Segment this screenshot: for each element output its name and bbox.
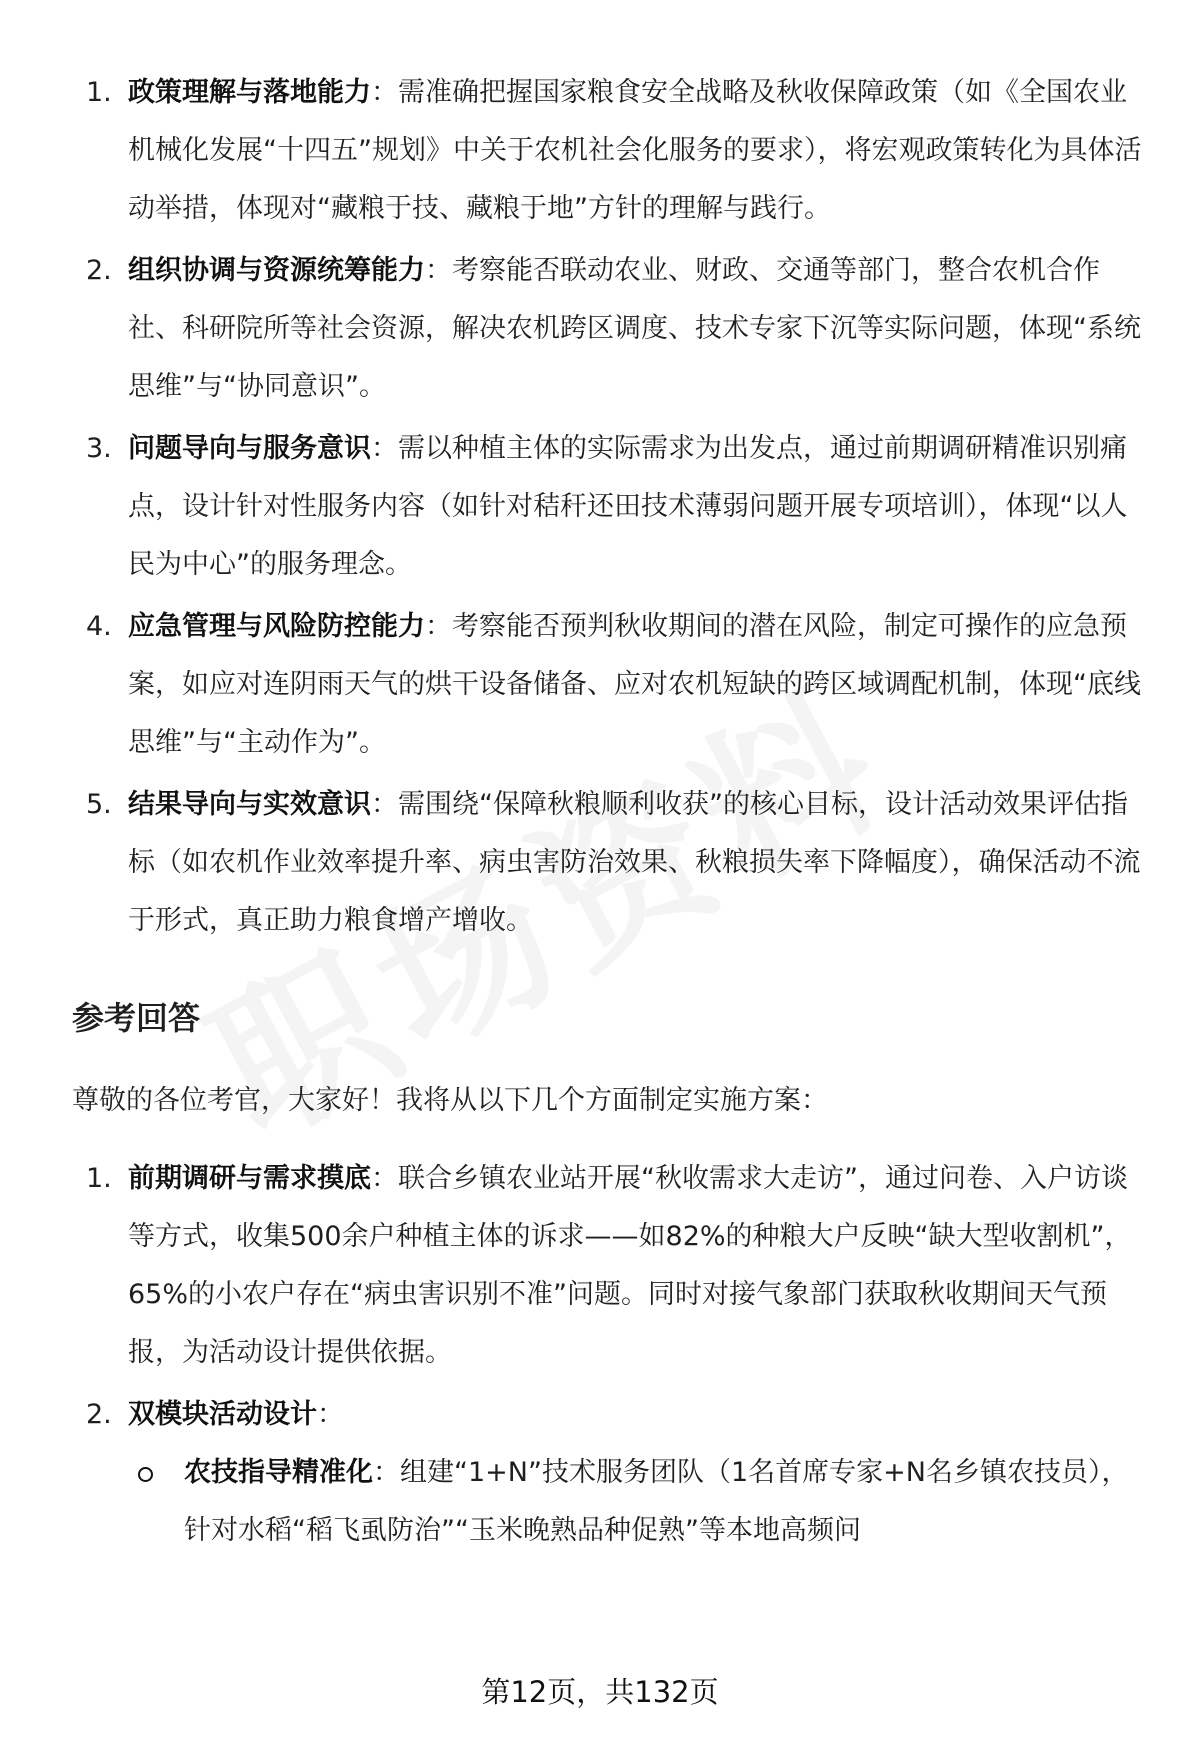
item-separator: ： <box>371 1163 398 1194</box>
item-separator: ： <box>425 255 452 286</box>
item-title: 政策理解与落地能力 <box>128 77 371 108</box>
item-separator: ： <box>371 77 398 108</box>
list-item <box>72 64 1147 238</box>
item-title: 结果导向与实效意识 <box>128 789 371 820</box>
item-title: 双模块活动设计 <box>128 1399 317 1430</box>
item-number: 1. <box>86 1163 112 1194</box>
list-item <box>72 242 1147 416</box>
item-text: 考察能否预判秋收期间的潜在风险，制定可操作的应急预案，如应对连阴雨天气的烘干设备储备、应对农机短缺的跨区域调配机制，体现“底线思维”与“主动作为”。 <box>128 611 1141 758</box>
item-title: 应急管理与风险防控能力 <box>128 611 425 642</box>
list-item <box>72 598 1147 772</box>
sub-list-item <box>128 1444 1147 1560</box>
item-number: 2. <box>86 1399 112 1430</box>
item-separator: ： <box>371 433 398 464</box>
list-item <box>72 776 1147 950</box>
item-number: 1. <box>86 77 112 108</box>
sub-item-text: 组建“1+N”技术服务团队（1名首席专家+N名乡镇农技员），针对水稻“稻飞虱防治”“玉米晚熟品种促熟”等本地高频问 <box>184 1457 1129 1546</box>
sub-list <box>128 1444 1147 1560</box>
item-title: 前期调研与需求摸底 <box>128 1163 371 1194</box>
sub-item-title: 农技指导精准化 <box>184 1457 373 1488</box>
list-item <box>72 1386 1147 1560</box>
item-title: 问题导向与服务意识 <box>128 433 371 464</box>
item-number: 2. <box>86 255 112 286</box>
criteria-list <box>72 64 1147 950</box>
item-number: 4. <box>86 611 112 642</box>
intro-paragraph: 尊敬的各位考官，大家好！我将从以下几个方面制定实施方案： <box>72 1085 828 1116</box>
section-title: 参考回答 <box>72 999 201 1037</box>
bullet-circle-icon <box>138 1467 153 1482</box>
item-number: 5. <box>86 789 112 820</box>
document-body <box>72 64 1147 1564</box>
item-separator: ： <box>371 789 398 820</box>
item-separator: ： <box>425 611 452 642</box>
item-text: 需以种植主体的实际需求为出发点，通过前期调研精准识别痛点，设计针对性服务内容（如针对秸秆还田技术薄弱问题开展专项培训），体现“以人民为中心”的服务理念。 <box>128 433 1128 580</box>
item-separator: ： <box>317 1399 344 1430</box>
page-footer: 第12页，共132页 <box>481 1675 719 1709</box>
item-title: 组织协调与资源统筹能力 <box>128 255 425 286</box>
item-number: 3. <box>86 433 112 464</box>
item-text: 联合乡镇农业站开展“秋收需求大走访”，通过问卷、入户访谈等方式，收集500余户种植主体的诉求——如82%的种粮大户反映“缺大型收割机”，65%的小农户存在“病虫害识别不准”问题。同时对接气象部门获取秋收期间天气预报，为活动设计提供依据。 <box>128 1163 1132 1368</box>
list-item <box>72 420 1147 594</box>
item-text: 考察能否联动农业、财政、交通等部门，整合农机合作社、科研院所等社会资源，解决农机跨区调度、技术专家下沉等实际问题，体现“系统思维”与“协同意识”。 <box>128 255 1141 402</box>
item-text: 需围绕“保障秋粮顺利收获”的核心目标，设计活动效果评估指标（如农机作业效率提升率、病虫害防治效果、秋粮损失率下降幅度），确保活动不流于形式，真正助力粮食增产增收。 <box>128 789 1141 936</box>
item-text: 需准确把握国家粮食安全战略及秋收保障政策（如《全国农业机械化发展“十四五”规划》中关于农机社会化服务的要求），将宏观政策转化为具体活动举措，体现对“藏粮于技、藏粮于地”方针的理解与践行。 <box>128 77 1142 224</box>
list-item <box>72 1150 1147 1382</box>
sub-item-separator: ： <box>373 1457 400 1488</box>
answer-list <box>72 1150 1147 1560</box>
